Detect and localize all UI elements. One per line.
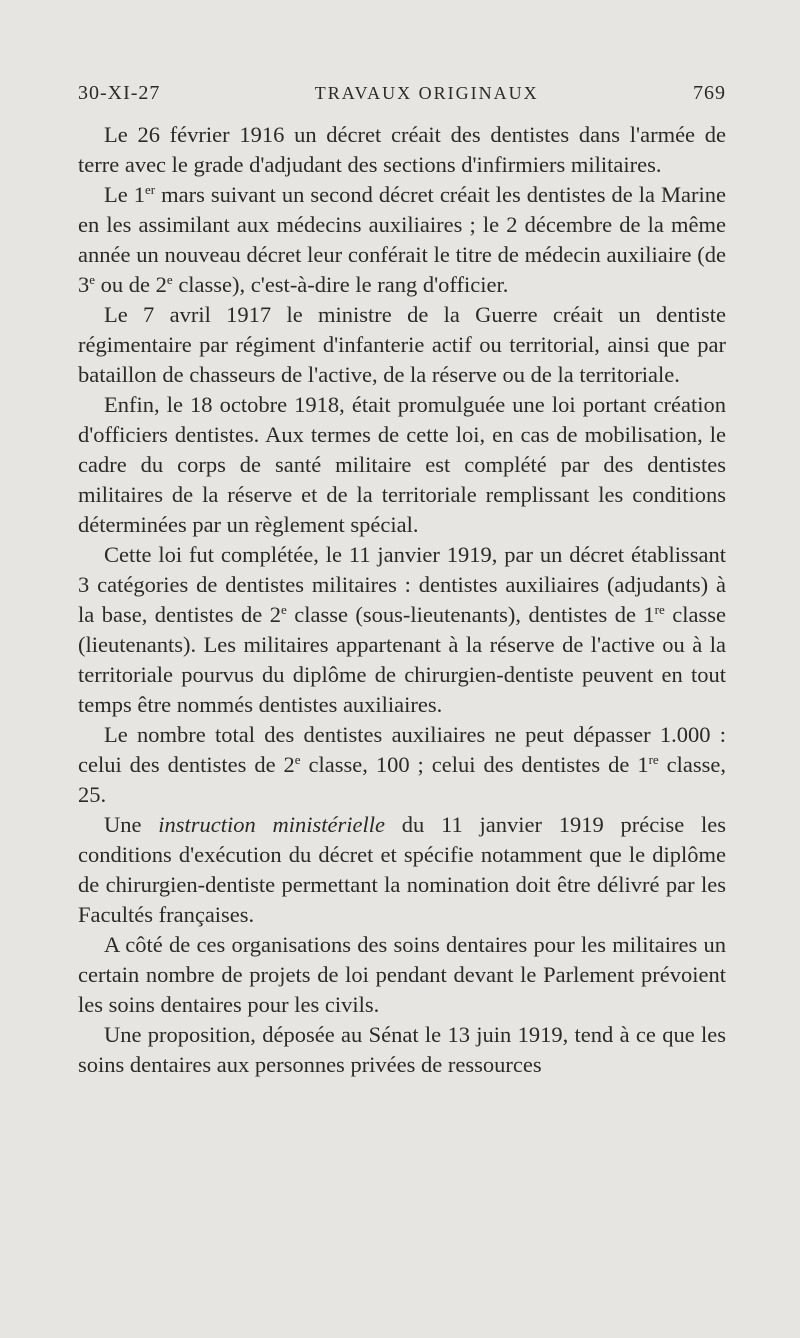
header-date: 30-XI-27 [78, 82, 161, 104]
paragraph-text: classe, 25. [78, 752, 726, 807]
superscript: re [654, 602, 665, 617]
paragraph-text: Le 1 [104, 182, 145, 207]
paragraph [78, 120, 726, 180]
paragraph-text: classe, 100 ; celui des dentistes de 1 [300, 752, 649, 777]
superscript: re [648, 752, 659, 767]
paragraph-text: Cette loi fut complétée, le 11 janvier 1919, par un décret établissant 3 catégories de dentistes militaires : dentistes auxiliaires (adjudants) à la base, dentistes de 2 [78, 542, 726, 627]
paragraph [78, 720, 726, 810]
paragraph-text: Le 7 avril 1917 le ministre de la Guerre créait un dentiste régimentaire par régiment d'infanterie actif ou territorial, ainsi que par bataillon de chasseurs de l'active, de la réserve ou de la territoriale. [78, 302, 726, 387]
paragraph-text: Une proposition, déposée au Sénat le 13 juin 1919, tend à ce que les soins dentaires aux personnes privées de ressources [78, 1022, 726, 1077]
paragraph [78, 390, 726, 540]
superscript: er [145, 182, 156, 197]
paragraph-text: A côté de ces organisations des soins dentaires pour les militaires un certain nombre de projets de loi pendant devant le Parlement prévoient les soins dentaires pour les civils. [78, 932, 726, 1017]
paragraph-text: Enfin, le 18 octobre 1918, était promulguée une loi portant création d'officiers dentistes. Aux termes de cette loi, en cas de mobilisation, le cadre du corps de santé militaire est complété par des dentistes militaires de la réserve et de la territoriale remplissant les conditions déterminées par un règlement spécial. [78, 392, 726, 537]
header-title: TRAVAUX ORIGINAUX [314, 83, 539, 103]
superscript: e [280, 602, 287, 617]
paragraph-text: Une [104, 812, 159, 837]
paragraph-text: mars suivant un second décret créait les dentistes de la Marine en les assimilant aux médecins auxiliaires ; le 2 décembre de la même année un nouveau décret leur conférait le titre de médecin auxiliaire (de 3 [78, 182, 726, 297]
paragraph [78, 300, 726, 390]
paragraph-text: ou de 2 [95, 272, 167, 297]
paragraph [78, 810, 726, 930]
paragraph-text: classe), c'est-à-dire le rang d'officier. [172, 272, 509, 297]
paragraph [78, 540, 726, 720]
paragraph [78, 930, 726, 1020]
paragraph-text: Le nombre total des dentistes auxiliaires ne peut dépasser 1.000 : celui des dentistes de 2 [78, 722, 726, 777]
superscript: e [89, 272, 96, 287]
superscript: e [166, 272, 173, 287]
paragraph-text: Le 26 février 1916 un décret créait des dentistes dans l'armée de terre avec le grade d'adjudant des sections d'infirmiers militaires. [78, 122, 726, 177]
italic-phrase: instruction ministérielle [158, 812, 386, 837]
running-header [78, 82, 726, 116]
paragraph-text: classe (lieutenants). Les militaires appartenant à la réserve de l'active ou à la territoriale pourvus du diplôme de chirurgien-dentiste peuvent en tout temps être nommés dentistes auxiliaires. [78, 602, 726, 717]
paragraph-text: classe (sous-lieutenants), dentistes de 1 [286, 602, 655, 627]
paragraph-text: du 11 janvier 1919 précise les conditions d'exécution du décret et spécifie notamment que le diplôme de chirurgien-dentiste permettant la nomination doit être délivré par les Facultés françaises. [78, 812, 726, 927]
superscript: e [294, 752, 301, 767]
paragraph [78, 1020, 726, 1080]
document-page [78, 82, 726, 1080]
page-number: 769 [693, 82, 726, 104]
body-text [78, 120, 726, 1080]
paragraph [78, 180, 726, 300]
